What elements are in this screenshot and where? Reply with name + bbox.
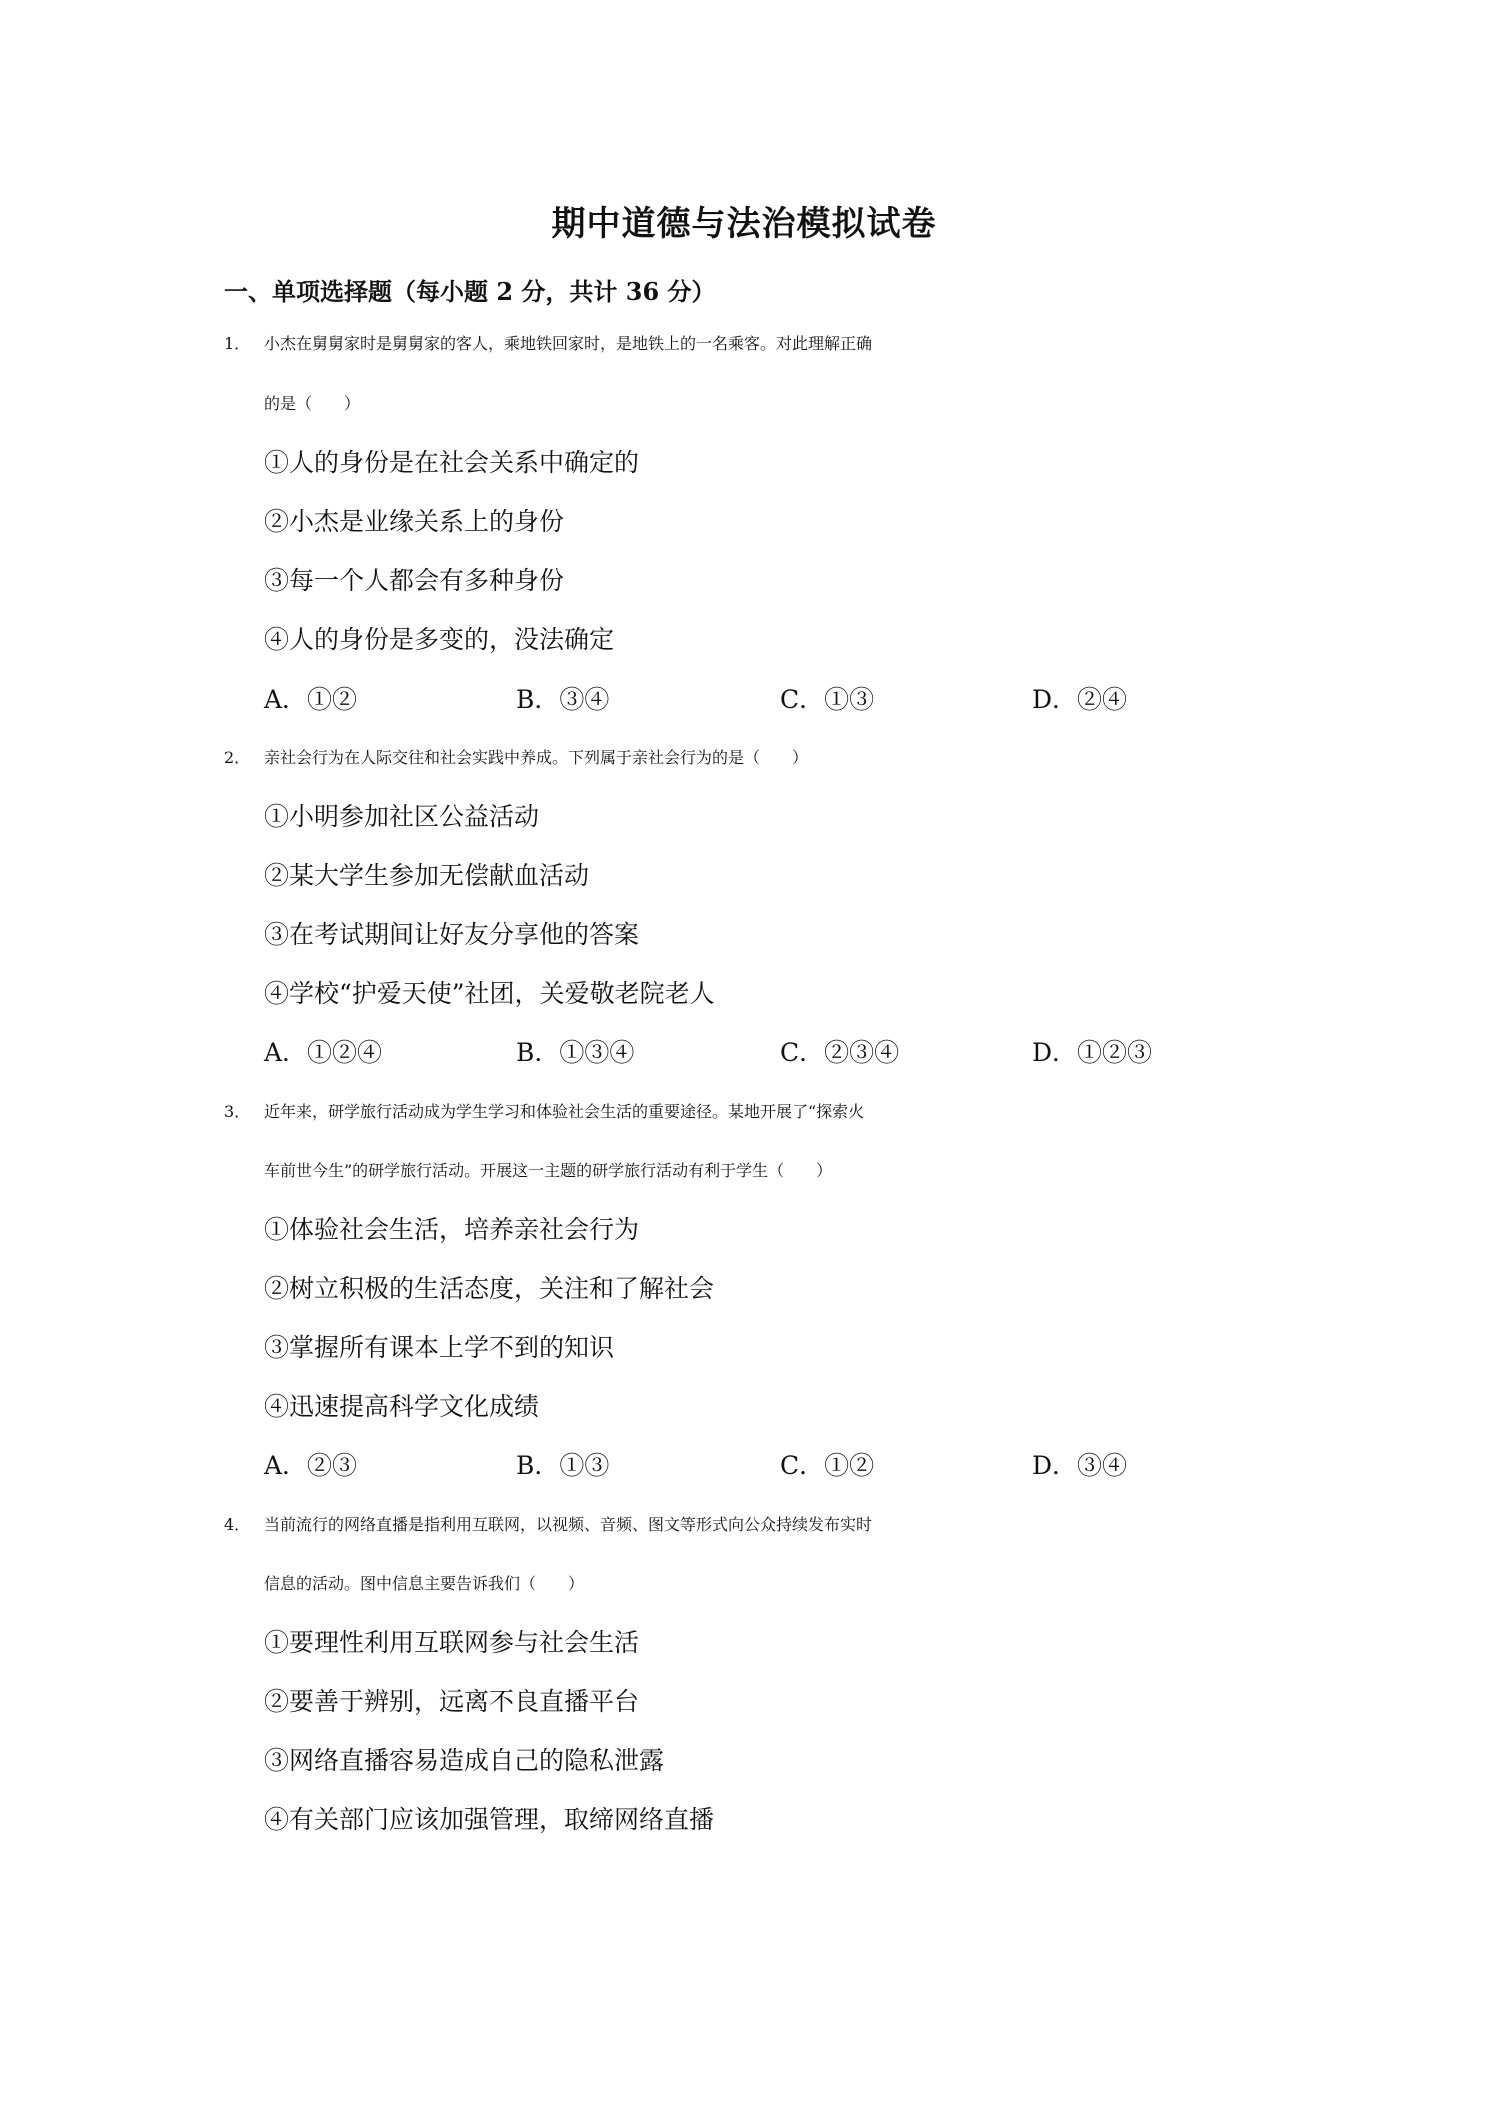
- question-number: 4．: [224, 1515, 251, 1534]
- statement-option: ③掌握所有课本上学不到的知识: [264, 1333, 615, 1362]
- question-stem: 近年来，研学旅行活动成为学生学习和体验社会生活的重要途径。某地开展了“探索火: [264, 1102, 865, 1121]
- answer-choices: [264, 1446, 1264, 1486]
- statement-option: ③每一个人都会有多种身份: [264, 566, 565, 595]
- answer-choices: [264, 680, 1264, 720]
- statement-option: ④迅速提高科学文化成绩: [264, 1392, 540, 1421]
- page-title: 期中道德与法治模拟试卷: [551, 204, 937, 244]
- choice-b[interactable]: B．①③: [516, 1451, 610, 1480]
- question-number: 3．: [224, 1102, 251, 1121]
- choice-b[interactable]: B．①③④: [516, 1038, 635, 1067]
- question-2: [224, 738, 1284, 778]
- question-number: 1．: [224, 334, 251, 353]
- section-heading: 一、单项选择题（每小题 2 分，共计 36 分）: [224, 277, 716, 306]
- question-4: [224, 1505, 1284, 1545]
- choice-a[interactable]: A．①②: [264, 685, 358, 714]
- statement-option: ④有关部门应该加强管理，取缔网络直播: [264, 1805, 715, 1834]
- choice-d[interactable]: D．②④: [1032, 685, 1128, 714]
- choice-b[interactable]: B．③④: [516, 685, 610, 714]
- choice-d[interactable]: D．①②③: [1032, 1038, 1153, 1067]
- choice-a[interactable]: A．①②④: [264, 1038, 383, 1067]
- question-stem-continued: 信息的活动。图中信息主要告诉我们（ ）: [264, 1574, 585, 1593]
- statement-option: ①要理性利用互联网参与社会生活: [264, 1628, 640, 1657]
- question-stem: 亲社会行为在人际交往和社会实践中养成。下列属于亲社会行为的是（ ）: [264, 748, 809, 767]
- question-1: [224, 324, 1284, 364]
- question-stem-continued: 的是（ ）: [264, 394, 361, 413]
- question-stem: 小杰在舅舅家时是舅舅家的客人，乘地铁回家时，是地铁上的一名乘客。对此理解正确: [264, 334, 873, 353]
- statement-option: ④学校“护爱天使”社团，关爱敬老院老人: [264, 979, 715, 1008]
- statement-option: ①小明参加社区公益活动: [264, 802, 540, 831]
- choice-d[interactable]: D．③④: [1032, 1451, 1128, 1480]
- answer-choices: [264, 1033, 1264, 1073]
- statement-option: ③网络直播容易造成自己的隐私泄露: [264, 1746, 665, 1775]
- statement-option: ②某大学生参加无偿献血活动: [264, 861, 590, 890]
- choice-c[interactable]: C．①②: [780, 1451, 875, 1480]
- question-stem-continued: 车前世今生”的研学旅行活动。开展这一主题的研学旅行活动有利于学生（ ）: [264, 1161, 833, 1180]
- statement-option: ①体验社会生活，培养亲社会行为: [264, 1215, 640, 1244]
- statement-option: ②小杰是业缘关系上的身份: [264, 507, 565, 536]
- choice-a[interactable]: A．②③: [264, 1451, 358, 1480]
- choice-c[interactable]: C．②③④: [780, 1038, 900, 1067]
- statement-option: ②要善于辨别，远离不良直播平台: [264, 1687, 640, 1716]
- question-stem: 当前流行的网络直播是指利用互联网，以视频、音频、图文等形式向公众持续发布实时: [264, 1515, 873, 1534]
- question-number: 2．: [224, 748, 251, 767]
- statement-option: ②树立积极的生活态度，关注和了解社会: [264, 1274, 715, 1303]
- statement-option: ①人的身份是在社会关系中确定的: [264, 448, 640, 477]
- statement-option: ④人的身份是多变的，没法确定: [264, 625, 615, 654]
- choice-c[interactable]: C．①③: [780, 685, 875, 714]
- question-3: [224, 1092, 1284, 1132]
- statement-option: ③在考试期间让好友分享他的答案: [264, 920, 640, 949]
